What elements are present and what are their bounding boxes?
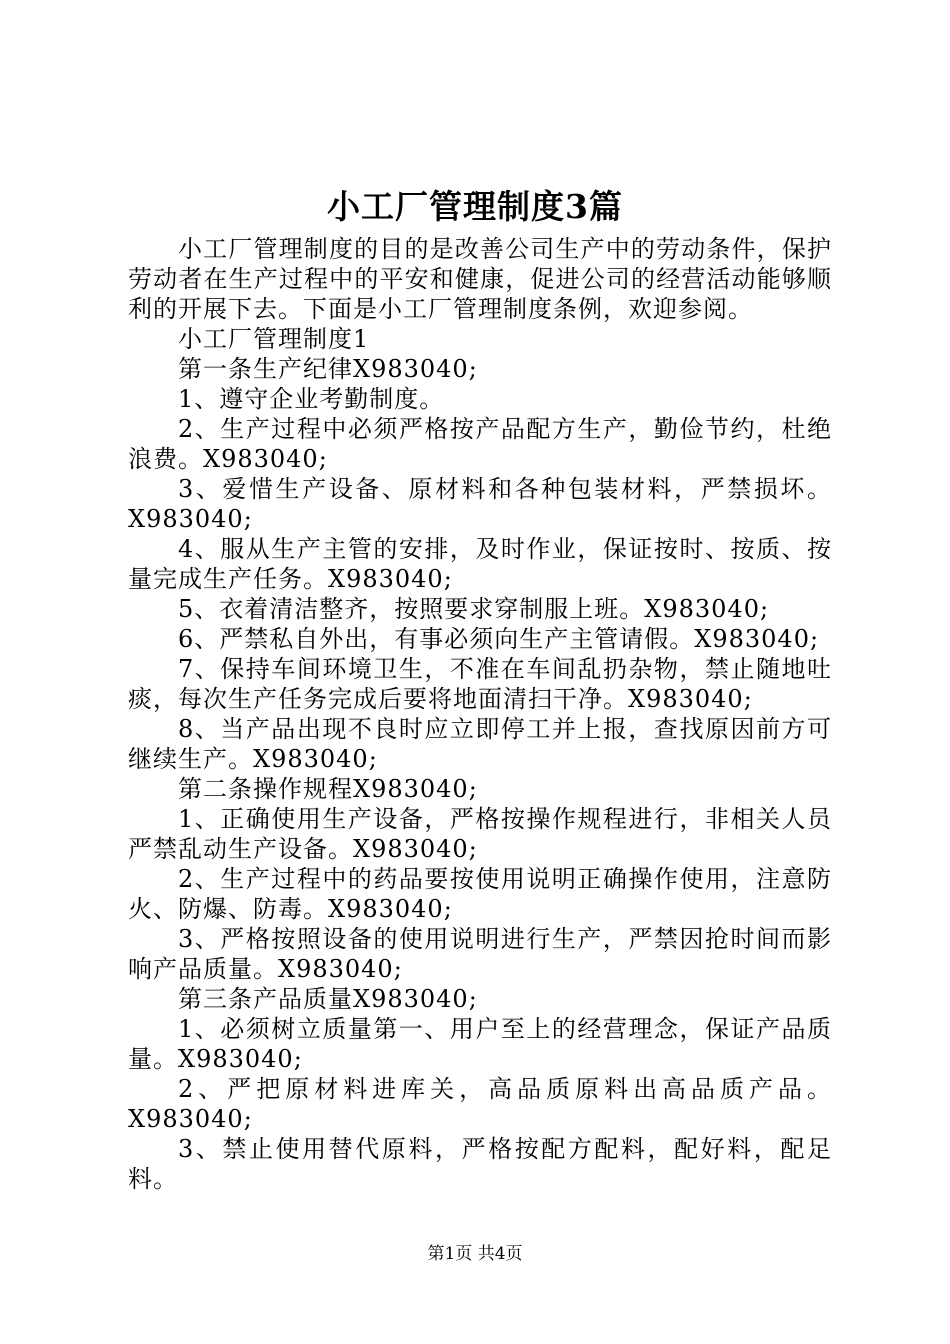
clause-paragraph: 5、衣着清洁整齐，按照要求穿制服上班。X983040; [178, 595, 770, 623]
clause-paragraph: 1、必须树立质量第一、用户至上的经营理念，保证产品质量。X983040; [128, 1015, 832, 1073]
clause-paragraph: 2、生产过程中的药品要按使用说明正确操作使用，注意防火、防爆、防毒。X983040; [128, 865, 832, 923]
clause-paragraph: 7、保持车间环境卫生，不准在车间乱扔杂物，禁止随地吐痰，每次生产任务完成后要将地面清扫干净。X983040; [128, 655, 832, 713]
article-heading: 第二条操作规程X983040; [178, 775, 478, 803]
article-heading: 第一条生产纪律X983040; [178, 355, 478, 383]
clause-paragraph: 2、生产过程中必须严格按产品配方生产，勤俭节约，杜绝浪费。X983040; [128, 415, 832, 473]
clause-paragraph: 1、正确使用生产设备，严格按操作规程进行，非相关人员严禁乱动生产设备。X983040; [128, 805, 832, 863]
clause-paragraph: 2、严把原材料进库关，高品质原料出高品质产品。X983040; [128, 1075, 832, 1133]
clause-paragraph: 6、严禁私自外出，有事必须向生产主管请假。X983040; [178, 625, 820, 653]
document-body [128, 234, 832, 1194]
page-number-footer: 第1页 共4页 [427, 1244, 523, 1264]
clause-paragraph: 1、遵守企业考勤制度。 [178, 385, 445, 413]
clause-paragraph: 3、严格按照设备的使用说明进行生产，严禁因抢时间而影响产品质量。X983040; [128, 925, 832, 983]
document-title: 小工厂管理制度3篇 [327, 187, 623, 226]
article-heading: 第三条产品质量X983040; [178, 985, 478, 1013]
section-heading: 小工厂管理制度1 [178, 325, 370, 353]
intro-paragraph: 小工厂管理制度的目的是改善公司生产中的劳动条件，保护劳动者在生产过程中的平安和健康，促进公司的经营活动能够顺利的开展下去。下面是小工厂管理制度条例，欢迎参阅。 [128, 235, 832, 323]
clause-paragraph: 3、禁止使用替代原料，严格按配方配料，配好料，配足料。 [128, 1135, 832, 1193]
clause-paragraph: 8、当产品出现不良时应立即停工并上报，查找原因前方可继续生产。X983040; [128, 715, 832, 773]
clause-paragraph: 4、服从生产主管的安排，及时作业，保证按时、按质、按量完成生产任务。X983040; [128, 535, 832, 593]
clause-paragraph: 3、爱惜生产设备、原材料和各种包装材料，严禁损坏。X983040; [128, 475, 832, 533]
